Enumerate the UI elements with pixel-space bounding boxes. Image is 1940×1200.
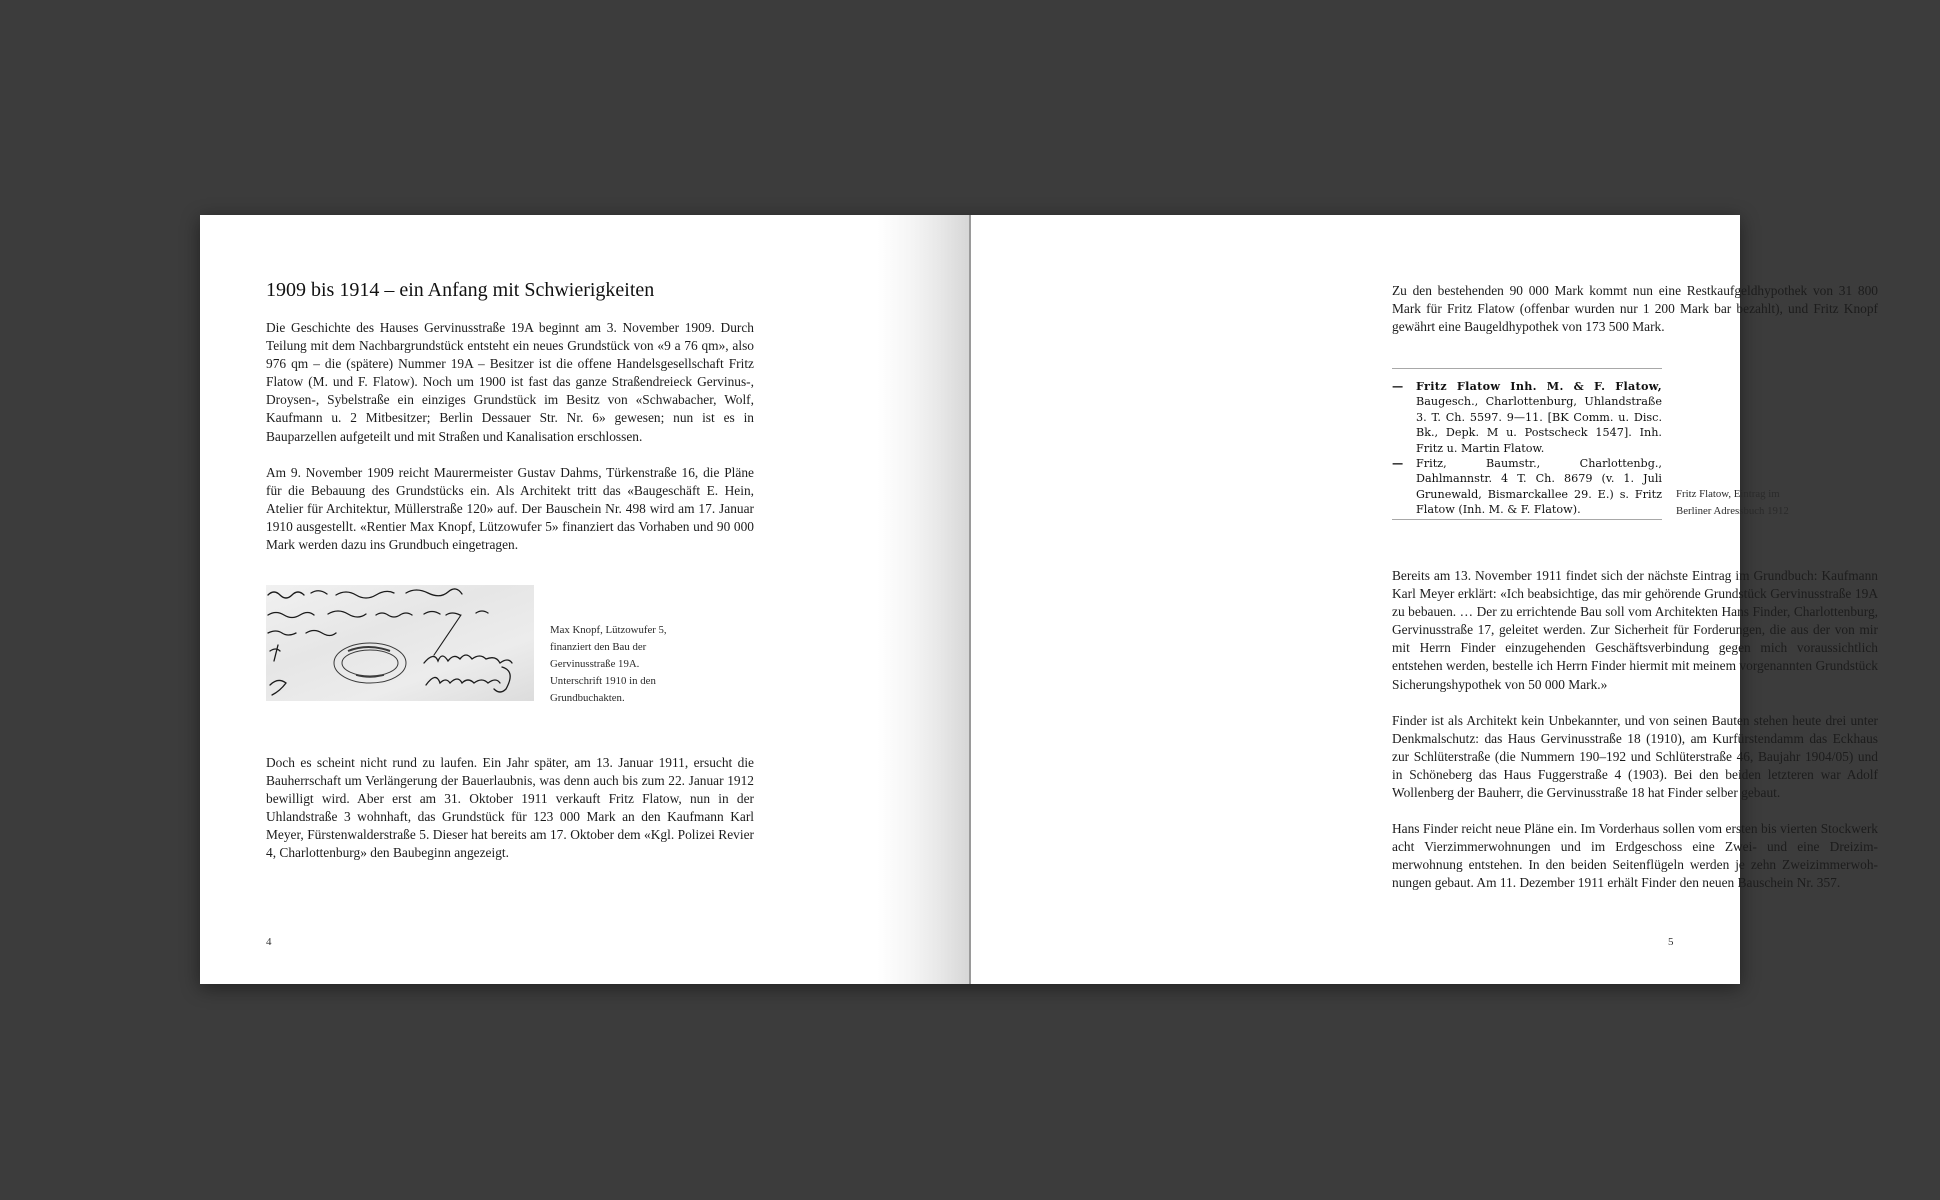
paragraph-4: Zu den bestehenden 90 000 Mark kommt nun eine Restkaufgeldhypothek von 31 800 Mark für Fritz Flatow (offenbar wurden nur 1 200 Mark bar bezahlt), und Fritz Knopf gewährt eine Baugeldhypothek von 173 500 Mark. — [1392, 283, 1878, 335]
right-page — [971, 215, 1878, 984]
paragraph-1: Die Geschichte des Hauses Gervinusstraße 19A beginnt am 3. November 1909. Durch Teilung mit dem Nachbargrundstück entsteht ein neues Grundstück von «9 a 76 qm», also 976 qm – die (spätere) Nummer 19A – Besitzer ist die offene Handelsgesellschaft Fritz Flatow (M. und F. Flatow). Noch um 1900 ist fast das ganze Straßendreieck Gervinus-, Droysen-, Sybelstraße ein einziges Grundstück im Besitz von «Schwabacher, Wolf, Kaufmann u. 2 Mitbesitzer; Berlin Dessauer Str. Nr. 6» gewesen; nun ist es in Bauparzellen aufgeteilt und mit Straßen und Kanalisation erschlossen. — [266, 320, 754, 444]
signature-caption — [550, 622, 710, 707]
signature-photo — [266, 585, 534, 701]
left-page — [200, 215, 970, 984]
paragraph-6: Finder ist als Architekt kein Unbekannter, und von seinen Bauten stehen heute drei unter Denkmalschutz: das Haus Gervinusstraße 18 (1910), am Kurfürstendamm das Eckhaus zur Schlüterstraße (die Nummern 190–192 und Schlüterstraße 46, Baujahr 1904/05) und in Schöneberg das Haus Fuggerstraße 4 (1903). Bei den beiden letzteren war Adolf Wollenberg der Bauherr, die Gervinusstraße 18 hat Finder selber gebaut. — [1392, 713, 1878, 801]
caption-line: Unterschrift 1910 in den — [550, 675, 656, 687]
handwritten-signature-icon — [266, 585, 534, 701]
caption-line: Max Knopf, Lützowufer 5, — [550, 624, 667, 636]
caption-line: Grundbuchakten. — [550, 692, 625, 704]
chapter-heading: 1909 bis 1914 – ein Anfang mit Schwierigkeiten — [266, 279, 655, 301]
paragraph-2: Am 9. November 1909 reicht Maurermeister Gustav Dahms, Türkenstraße 16, die Pläne für die Bebauung des Grundstücks ein. Als Architekt tritt das «Baugeschäft E. Hein, Atelier für Architektur, Müllerstraße 120» auf. Der Bauschein Nr. 498 wird am 17. Januar 1910 ausgestellt. «Rentier Max Knopf, Lützowufer 5» finanziert das Vorhaben und 90 000 Mark werden dazu ins Grundbuch eingetragen. — [266, 465, 754, 553]
paragraph-5: Bereits am 13. November 1911 findet sich der nächste Eintrag im Grundbuch: Kaufmann Karl Meyer erklärt: «Ich beabsichtige, das mir gehörende Grundstück Gervinusstraße 19A zu bebauen. … Der zu errichtende Bau soll vom Architekten Hans Finder, Charlottenburg, Gervinusstraße 17, geleitet werden. Zur Sicherheit für Forderungen, die aus der von mir mit Herrn Finder einzugehenden Geschäftsverbindung gegen mich voraussichtlich entstehen werden, bestelle ich Herrn Finder hiermit mit meinem vorgenannten Grundstück Sicherungshypothek von 50 000 Mark.» — [1392, 568, 1878, 692]
caption-line: finanziert den Bau der — [550, 641, 647, 653]
address-entry-2: — Fritz, Baumstr., Charlottenbg., Dahlmannstr. 4 T. Ch. 8679 (v. 1. Juli Grunewald, Bismarckallee 29. E.) s. Fritz Flatow (Inh. M. & F. Flatow). — [1392, 456, 1662, 517]
caption-line: Fritz Flatow, Eintrag im — [1676, 488, 1780, 500]
caption-line: Berliner Adressbuch 1912 — [1676, 505, 1789, 517]
book-spread — [200, 215, 1878, 984]
paragraph-7: Hans Finder reicht neue Pläne ein. Im Vorderhaus sollen vom ersten bis vierten Stockwerk acht Vierzimmerwohnungen und im Erdgeschoss eine Zwei- und eine Dreizimmerwohnung entstehen. In den beiden Seitenflügeln werden je zehn Zweizimmerwohnungen gebaut. Am 11. Dezember 1911 erhält Finder den neuen Bauschein Nr. 357. — [1392, 821, 1878, 891]
address-book-excerpt — [1392, 368, 1662, 520]
page-number-right: 5 — [1668, 936, 1674, 948]
caption-line: Gervinusstraße 19A. — [550, 658, 640, 670]
address-entry-1: — Fritz Flatow Inh. M. & F. Flatow, Baugesch., Charlottenburg, Uhlandstraße 3. T. Ch. 5597. 9—11. [BK Comm. u. Disc. Bk., Depk. M u. Postscheck 1547]. Inh. Fritz u. Martin Flatow. — [1392, 379, 1662, 455]
page-number-left: 4 — [266, 936, 272, 948]
address-book-caption — [1676, 486, 1836, 520]
paragraph-3: Doch es scheint nicht rund zu laufen. Ein Jahr später, am 13. Januar 1911, ersucht die Bauherrschaft um Verlängerung der Bauerlaubnis, was denn auch bis zum 22. Januar 1912 bewilligt wird. Aber erst am 31. Oktober 1911 verkauft Fritz Flatow, nun in der Uhlandstraße 3 wohnhaft, das Grundstück für 123 000 Mark an den Kaufmann Karl Meyer, Fürstenwalderstraße 5. Dieser hat bereits am 17. Oktober dem «Kgl. Polizei Revier 4, Charlottenburg» den Baubeginn angezeigt. — [266, 755, 754, 861]
